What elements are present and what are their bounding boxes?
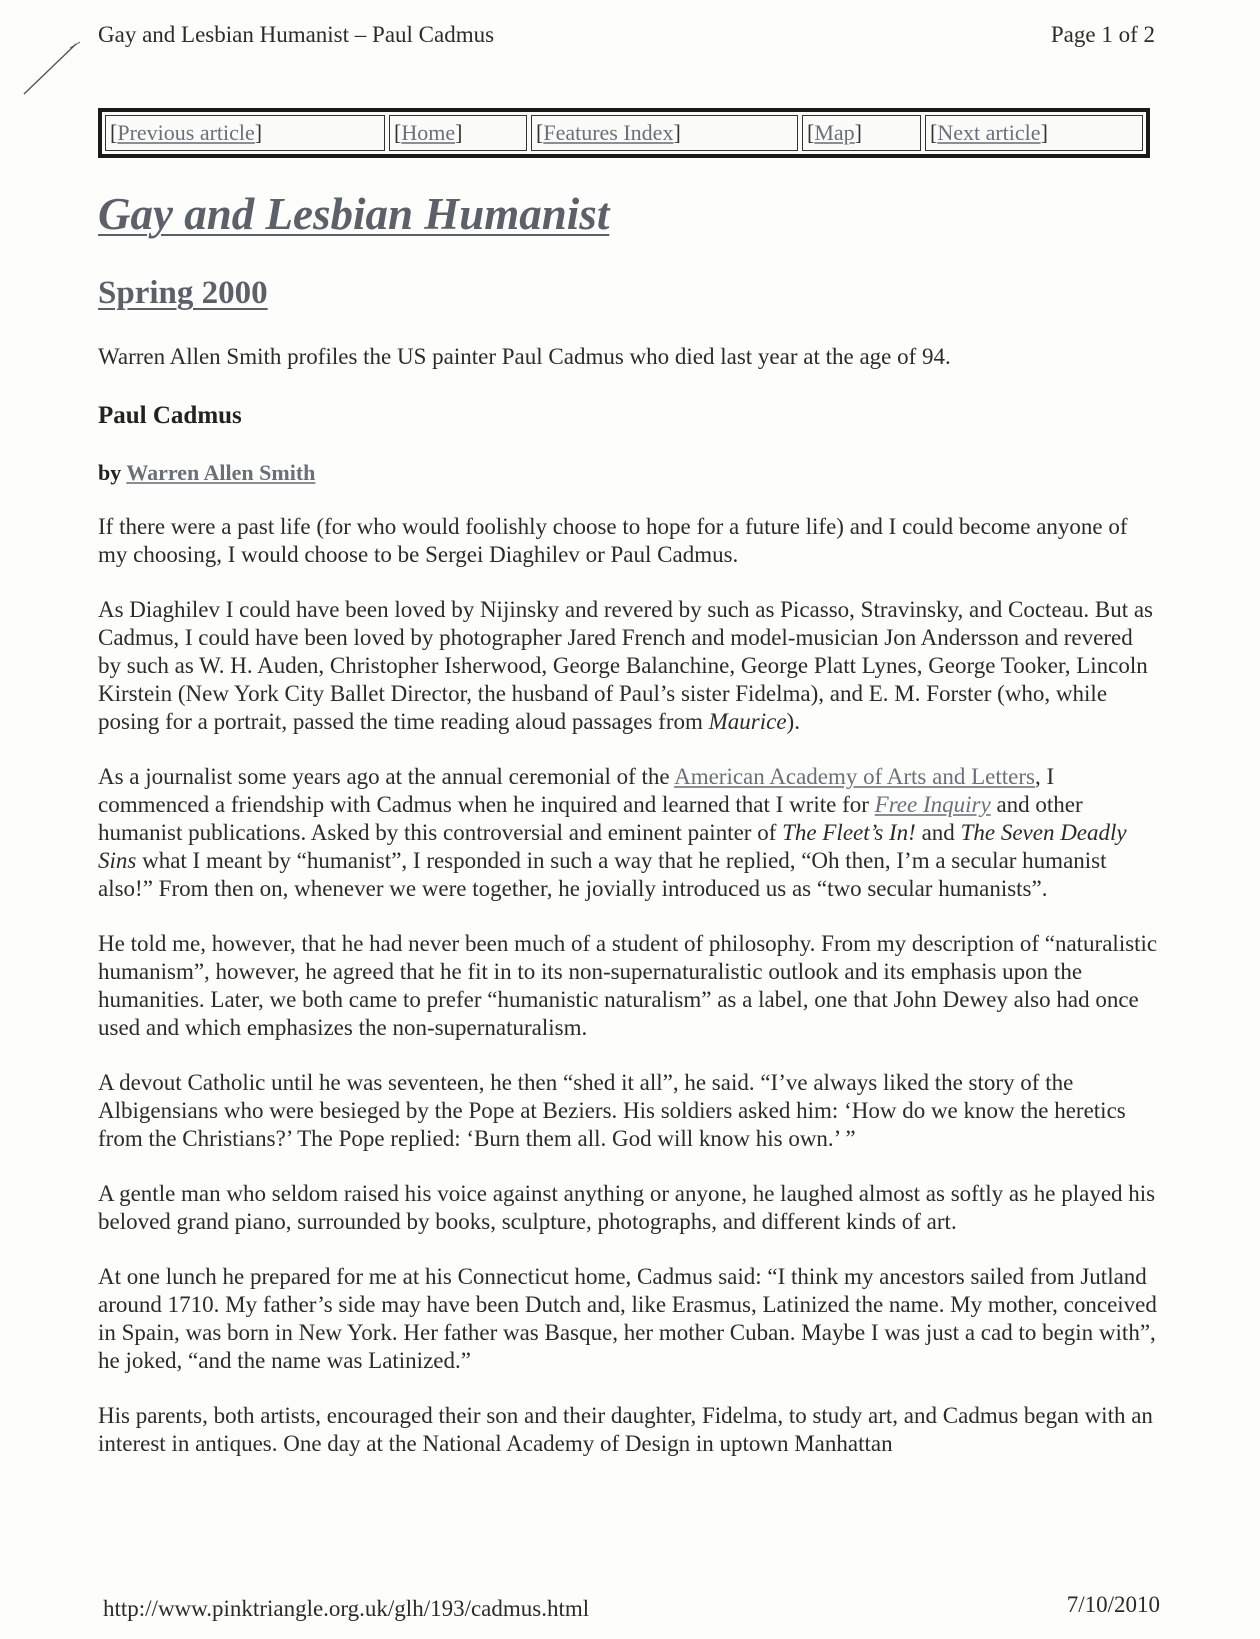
issue-link[interactable]: Spring 2000 bbox=[98, 275, 268, 311]
free-inquiry-link[interactable]: Free Inquiry bbox=[874, 792, 991, 817]
map-link[interactable]: Map bbox=[814, 120, 855, 145]
author-link[interactable]: Warren Allen Smith bbox=[126, 460, 316, 485]
home-link[interactable]: Home bbox=[401, 120, 456, 145]
nav-cell-features-index: [ Features Index ] bbox=[531, 115, 798, 151]
paragraph-8: His parents, both artists, encouraged their son and their daughter, Fidelma, to study art, and Cadmus began with an interest in antiques. One day at the National Academy of Design in uptown Manhattan bbox=[98, 1403, 1153, 1456]
article-intro: Warren Allen Smith profiles the US painter Paul Cadmus who died last year at the age of 94. bbox=[98, 344, 951, 369]
article-navigation-bar bbox=[98, 108, 1150, 158]
american-academy-link[interactable]: American Academy of Arts and Letters bbox=[674, 764, 1035, 789]
pen-mark-icon bbox=[18, 40, 88, 100]
next-article-link[interactable]: Next article bbox=[937, 120, 1041, 145]
article-heading: Paul Cadmus bbox=[98, 402, 242, 429]
paragraph-6: A gentle man who seldom raised his voice against anything or anyone, he laughed almost as softly as he played his beloved grand piano, surrounded by books, sculpture, photographs, and different kinds of art. bbox=[98, 1181, 1156, 1234]
paragraph-1: If there were a past life (for who would foolishly choose to hope for a future life) and I could become anyone of my choosing, I would choose to be Sergei Diaghilev or Paul Cadmus. bbox=[98, 514, 1128, 567]
print-header-title: Gay and Lesbian Humanist – Paul Cadmus bbox=[98, 22, 495, 47]
nav-cell-next: [ Next article ] bbox=[925, 115, 1143, 151]
nav-cell-home: [ Home ] bbox=[389, 115, 527, 151]
paragraph-3: As a journalist some years ago at the annual ceremonial of the American Academy of Arts and Letters, I commenced a friendship with Cadmus when he inquired and learned that I write for Free Inquiry and other humanist publications. Asked by this controversial and eminent painter of The Fleet’s In! and The Seven Deadly Sins what I meant by “humanist”, I responded in such a way that he replied, “Oh then, I’m a secular humanist also!” From then on, whenever we were together, he jovially introduced us as “two secular humanists”. bbox=[98, 764, 1127, 901]
paragraph-5: A devout Catholic until he was seventeen, he then “shed it all”, he said. “I’ve always liked the story of the Albigensians who were besieged by the Pope at Beziers. His soldiers asked him: ‘How do we know the heretics from the Christians?’ The Pope replied: ‘Burn them all. God will know his own.’ ” bbox=[98, 1070, 1126, 1151]
paragraph-2: As Diaghilev I could have been loved by Nijinsky and revered by such as Picasso, Stravinsky, and Cocteau. But as Cadmus, I could have been loved by photographer Jared French and model-musician Jon Andersson and revered by such as W. H. Auden, Christopher Isherwood, George Balanchine, George Platt Lynes, George Tooker, Lincoln Kirstein (New York City Ballet Director, the husband of Paul’s sister Fidelma), and E. M. Forster (who, while posing for a portrait, passed the time reading aloud passages from Maurice). bbox=[98, 597, 1154, 734]
site-title-link[interactable]: Gay and Lesbian Humanist bbox=[98, 189, 610, 239]
print-footer-url: http://www.pinktriangle.org.uk/glh/193/cadmus.html bbox=[103, 1596, 590, 1621]
paragraph-7: At one lunch he prepared for me at his Connecticut home, Cadmus said: “I think my ancestors sailed from Jutland around 1710. My father’s side may have been Dutch and, like Erasmus, Latinized the name. My mother, conceived in Spain, was born in New York. Her father was Basque, her mother Cuban. Maybe I was just a cad to begin with”, he joked, “and the name was Latinized.” bbox=[98, 1264, 1157, 1373]
features-index-link[interactable]: Features Index bbox=[543, 120, 674, 145]
article-body bbox=[98, 343, 1158, 1485]
previous-article-link[interactable]: Previous article bbox=[117, 120, 255, 145]
print-footer-date: 7/10/2010 bbox=[1066, 1592, 1160, 1617]
print-page-number: Page 1 of 2 bbox=[1050, 22, 1155, 47]
byline: by Warren Allen Smith bbox=[98, 460, 316, 485]
paragraph-4: He told me, however, that he had never been much of a student of philosophy. From my description of “naturalistic humanism”, however, he agreed that he fit in to its non-supernaturalistic outlook and its emphasis upon the humanities. Later, we both came to prefer “humanistic naturalism” as a label, one that John Dewey also had once used and which emphasizes the non-supernaturalism. bbox=[98, 931, 1158, 1040]
nav-cell-map: [ Map ] bbox=[802, 115, 921, 151]
nav-cell-previous: [ Previous article ] bbox=[105, 115, 385, 151]
